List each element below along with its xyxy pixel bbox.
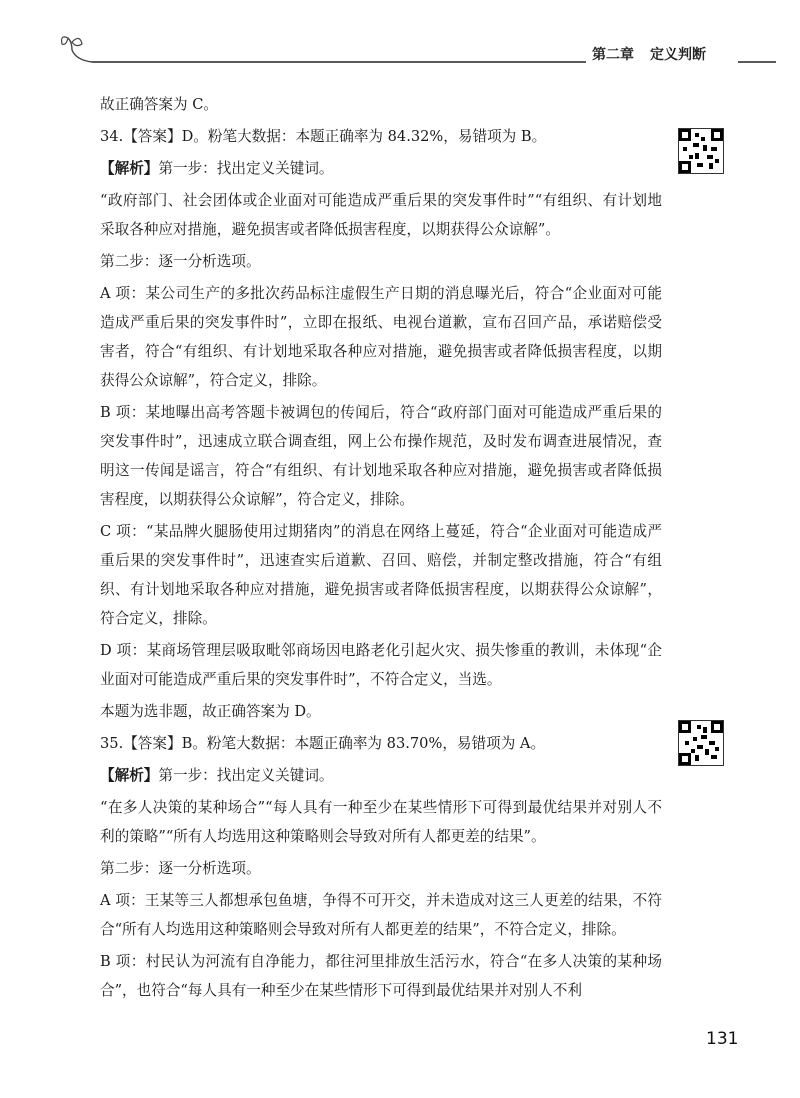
paragraph-text: A 项：王某等三人都想承包鱼塘，争得不可开交，并未造成对这三人更差的结果，不符合“所有人均选用这种策略则会导致对所有人都更差的结果”，不符合定义，排除。 [100,892,662,938]
answer-explanation-body [100,90,662,1008]
paragraph-text: C 项：“某品牌火腿肠使用过期猪肉”的消息在网络上蔓延，符合“企业面对可能造成严重后果的突发事件时”，迅速查实后道歉、召回、赔偿，并制定整改措施，符合“有组织、有计划地采取各种应对措施，避免损害或者降低损害程度，以期获得公众谅解”，符合定义，排除。 [100,523,662,627]
definition-keywords [100,793,662,851]
page-header [0,0,800,70]
chapter-title [592,44,706,64]
option-c-analysis [100,517,662,633]
qr-code-icon[interactable] [678,128,724,174]
paragraph-text: 34.【答案】D。粉笔大数据：本题正确率为 84.32%，易错项为 B。 [100,128,547,145]
option-a-analysis [100,886,662,944]
analysis-step-2 [100,854,662,883]
option-a-analysis [100,279,662,395]
paragraph-text: B 项：某地曝出高考答题卡被调包的传闻后，符合“政府部门面对可能造成严重后果的突发事件时”，迅速成立联合调查组，网上公布操作规范，及时发布调查进展情况，查明这一传闻是谣言，符合“有组织、有计划地采取各种应对措施，避免损害或者降低损害程度，以期获得公众谅解”，符合定义，排除。 [100,404,662,508]
paragraph-text: 本题为选非题，故正确答案为 D。 [100,703,321,720]
paragraph-text: 第二步：逐一分析选项。 [100,860,261,877]
paragraph-text: B 项：村民认为河流有自净能力，都往河里排放生活污水，符合“在多人决策的某种场合”，也符合“每人具有一种至少在某些情形下可得到最优结果并对别人不利 [100,953,662,999]
paragraph [100,90,662,119]
qr-code-icon[interactable] [678,720,724,766]
definition-keywords [100,186,662,244]
page-number: 131 [706,1029,739,1049]
section-title: 定义判断 [650,47,706,63]
analysis-tag: 【解析】 [100,767,159,784]
option-b-analysis [100,947,662,1005]
paragraph-text: 第一步：找出定义关键词。 [158,160,334,177]
analysis-step-1 [100,154,662,183]
option-b-analysis [100,398,662,514]
answer-35-line [100,729,662,758]
paragraph-text: A 项：某公司生产的多批次药品标注虚假生产日期的消息曝光后，符合“企业面对可能造成严重后果的突发事件时”，立即在报纸、电视台道歉，宣布召回产品，承诺赔偿受害者，符合“有组织、有计划地采取各种应对措施，避免损害或者降低损害程度，以期获得公众谅解”，符合定义，排除。 [100,285,662,389]
paragraph-text: 故正确答案为 C。 [100,96,218,113]
paragraph-text: “在多人决策的某种场合”“每人具有一种至少在某些情形下可得到最优结果并对别人不利的策略”“所有人均选用这种策略则会导致对所有人都更差的结果”。 [100,799,662,845]
chapter-number: 第二章 [592,47,634,63]
paragraph-text: 第二步：逐一分析选项。 [100,253,261,270]
analysis-step-1 [100,761,662,790]
conclusion [100,697,662,726]
paragraph-text: 第一步：找出定义关键词。 [158,767,334,784]
answer-34-line [100,122,662,151]
option-d-analysis [100,636,662,694]
paragraph-text: 35.【答案】B。粉笔大数据：本题正确率为 83.70%，易错项为 A。 [100,735,546,752]
paragraph-text: D 项：某商场管理层吸取毗邻商场因电路老化引起火灾、损失惨重的教训，未体现“企业面对可能造成严重后果的突发事件时”，不符合定义，当选。 [100,642,662,688]
analysis-tag: 【解析】 [100,160,159,177]
paragraph-text: “政府部门、社会团体或企业面对可能造成严重后果的突发事件时”“有组织、有计划地采取各种应对措施，避免损害或者降低损害程度，以期获得公众谅解”。 [100,192,662,238]
analysis-step-2 [100,247,662,276]
sprout-icon [62,37,92,62]
